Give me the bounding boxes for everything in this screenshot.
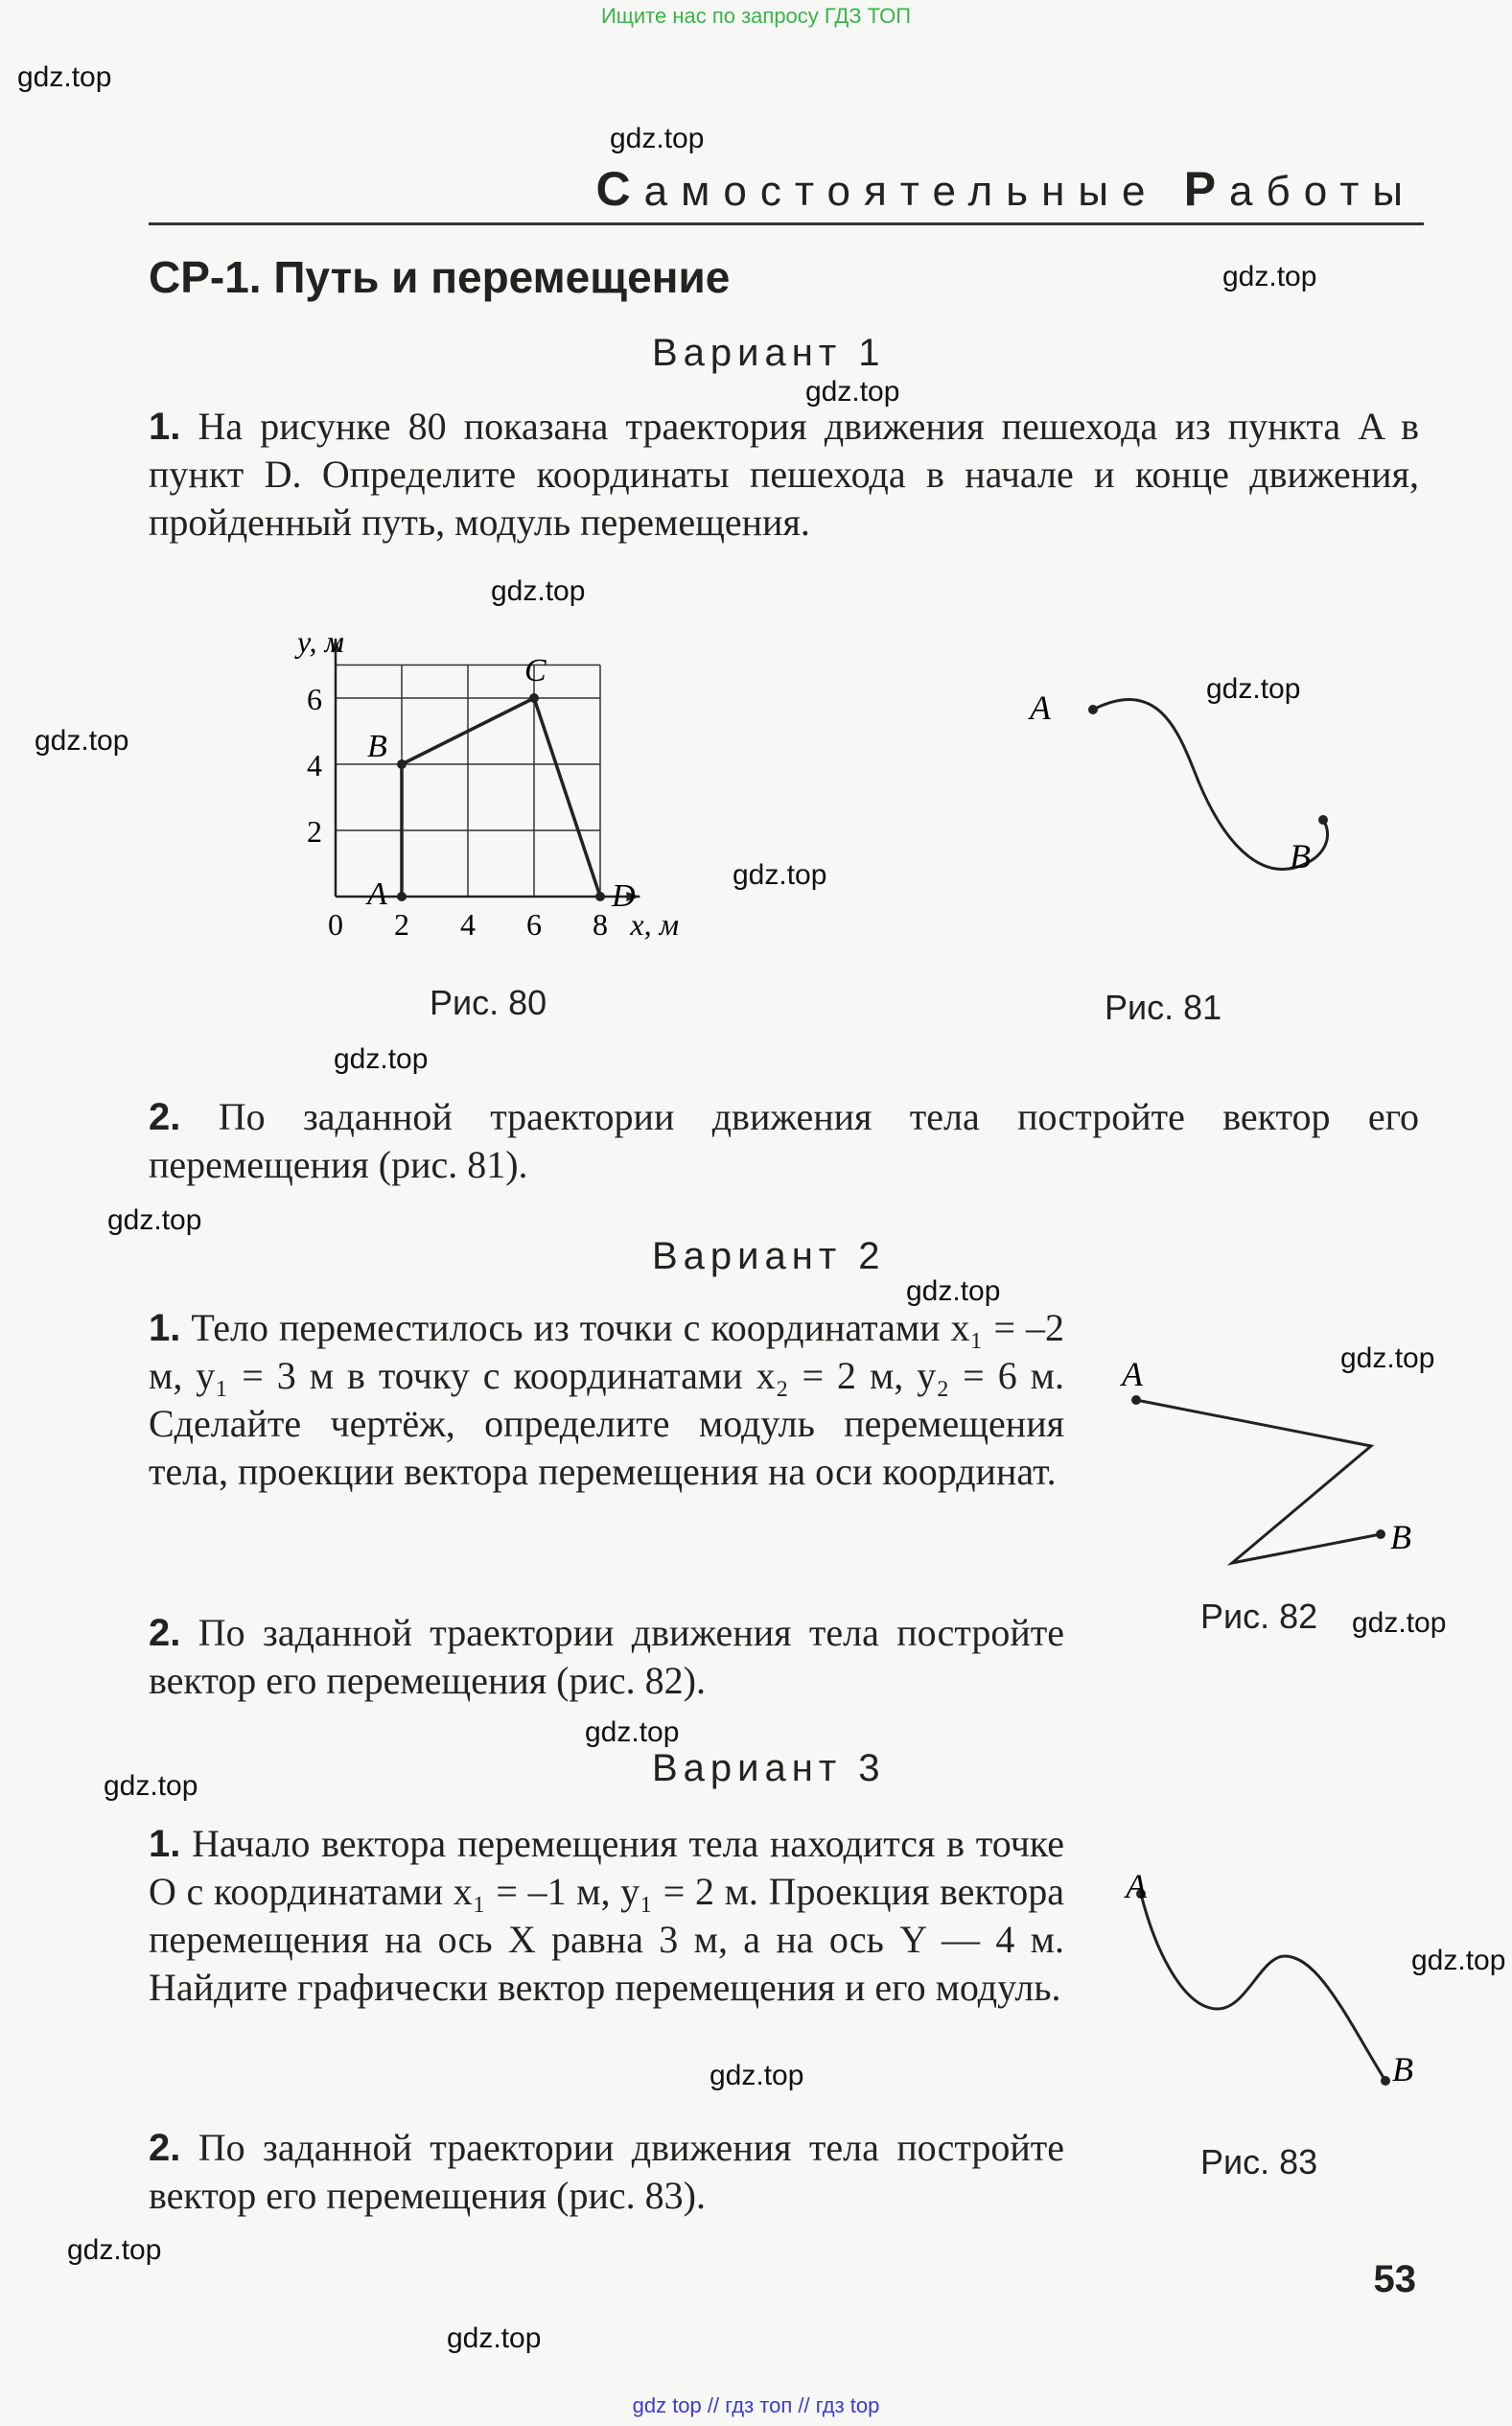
header-word: амостоятельные (643, 168, 1184, 215)
y-tick-label: 2 (307, 814, 322, 849)
watermark: gdz.top (104, 1770, 198, 1802)
task-number: 1. (149, 1307, 181, 1349)
page-number: 53 (1373, 2258, 1416, 2300)
x-tick-label: 2 (394, 907, 409, 942)
point-label-A: A (1122, 1355, 1143, 1393)
task-text: По заданной траектории движения тела постройте вектор его перемещения (рис. 82). (149, 1611, 1064, 1702)
footer-links: gdz top // гдз топ // гдз top (632, 2393, 880, 2417)
task-text: По заданной траектории движения тела постройте вектор его перемещения (рис. 81). (149, 1095, 1419, 1186)
task-number: 1. (149, 406, 181, 448)
point-label-A: A (1126, 1867, 1147, 1905)
page-header (596, 161, 1416, 217)
watermark: gdz.top (447, 2322, 542, 2354)
fig82-trajectory (1112, 1352, 1429, 1582)
section-title: СР-1. Путь и перемещение (149, 252, 731, 302)
point-label-B: B (367, 729, 387, 764)
task-number: 2. (149, 2127, 181, 2169)
watermark: gdz.top (805, 376, 900, 408)
point-C (529, 693, 539, 703)
watermark: gdz.top (107, 1204, 202, 1236)
task-text: Начало вектора перемещения тела находится в точке O с координатами x₁ = –1 м, y₁ = 2 м. Проекция вектора перемещения на ось X равна 3 м, а на ось Y — 4 м. Найдите графически вектор перемещения и его модуль. (149, 1822, 1064, 2009)
point-A (397, 892, 407, 901)
point-label-B: B (1390, 1518, 1411, 1556)
task (149, 2124, 1064, 2220)
watermark: gdz.top (906, 1275, 1001, 1307)
fig81-caption: Рис. 81 (1105, 988, 1222, 1027)
point-label-A: A (367, 876, 387, 912)
x-tick-label: 8 (593, 907, 608, 942)
trajectory-line (1136, 1400, 1381, 1563)
watermark: gdz.top (491, 575, 586, 607)
point-A (1088, 705, 1098, 714)
watermark: gdz.top (585, 1716, 680, 1748)
variant-title: Вариант 3 (652, 1747, 886, 1789)
point-B (1376, 1529, 1385, 1539)
header-rule (149, 222, 1424, 225)
watermark: gdz.top (1352, 1607, 1447, 1639)
point-label-A: A (1030, 688, 1051, 727)
point-label-C: C (524, 653, 547, 688)
point-label-B: B (1290, 837, 1311, 875)
point-label-B: B (1392, 2050, 1413, 2088)
watermark: gdz.top (1411, 1945, 1506, 1976)
watermark: gdz.top (1206, 673, 1301, 705)
task (149, 1820, 1064, 2012)
fig81-trajectory (1016, 676, 1361, 906)
task (149, 1609, 1064, 1705)
watermark: gdz.top (1340, 1342, 1435, 1374)
watermark: gdz.top (610, 123, 705, 154)
y-tick-label: 4 (307, 748, 322, 782)
task-number: 2. (149, 1612, 181, 1654)
fig80-caption: Рис. 80 (430, 983, 547, 1022)
point-B (1318, 815, 1328, 825)
watermark: gdz.top (334, 1043, 429, 1075)
task-number: 2. (149, 1096, 181, 1138)
header-initial: Р (1183, 162, 1230, 216)
watermark: gdz.top (17, 61, 112, 93)
variant-title: Вариант 1 (652, 332, 886, 374)
task-text: На рисунке 80 показана траектория движения пешехода из пункта A в пункт D. Определите координаты пешехода в начале и конце движения, пройденный путь, модуль перемещения. (149, 405, 1419, 544)
fig83-caption: Рис. 83 (1200, 2142, 1318, 2181)
y-axis-label: y, м (297, 628, 344, 659)
top-banner: Ищите нас по запросу ГДЗ ТОП (600, 4, 912, 28)
header-initial: С (595, 162, 644, 216)
task (149, 403, 1419, 547)
x-tick-label: 6 (526, 907, 542, 942)
watermark: gdz.top (67, 2234, 162, 2266)
point-B (1381, 2076, 1390, 2086)
task-text: Тело переместилось из точки с координатами x₁ = –2 м, y₁ = 3 м в точку с координатами x₂ = 2 м, y₂ = 6 м. Сделайте чертёж, определите модуль перемещения тела, проекции вектора перемещения на оси координат. (149, 1306, 1065, 1493)
task-text: По заданной траектории движения тела постройте вектор его перемещения (рис. 83). (149, 2126, 1064, 2217)
point-label-D: D (612, 878, 636, 914)
y-tick-label: 6 (307, 682, 322, 716)
variant-title: Вариант 2 (652, 1235, 886, 1277)
watermark: gdz.top (35, 725, 129, 757)
fig80-chart (240, 628, 777, 964)
x-tick-label: 4 (460, 907, 476, 942)
task (149, 1093, 1419, 1189)
point-B (397, 759, 407, 769)
trajectory-line (402, 698, 600, 897)
task-number: 1. (149, 1823, 181, 1865)
watermark: gdz.top (733, 859, 827, 891)
header-word: аботы (1229, 168, 1416, 215)
point-D (595, 892, 605, 901)
fig82-caption: Рис. 82 (1200, 1597, 1318, 1636)
x-axis-label: x, м (630, 907, 680, 942)
x-tick-label: 0 (328, 907, 343, 942)
trajectory-curve (1141, 1894, 1385, 2081)
watermark: gdz.top (1222, 261, 1317, 292)
fig83-trajectory (1112, 1865, 1429, 2114)
point-A (1131, 1395, 1141, 1405)
task (149, 1304, 1064, 1496)
watermark: gdz.top (709, 2060, 804, 2091)
